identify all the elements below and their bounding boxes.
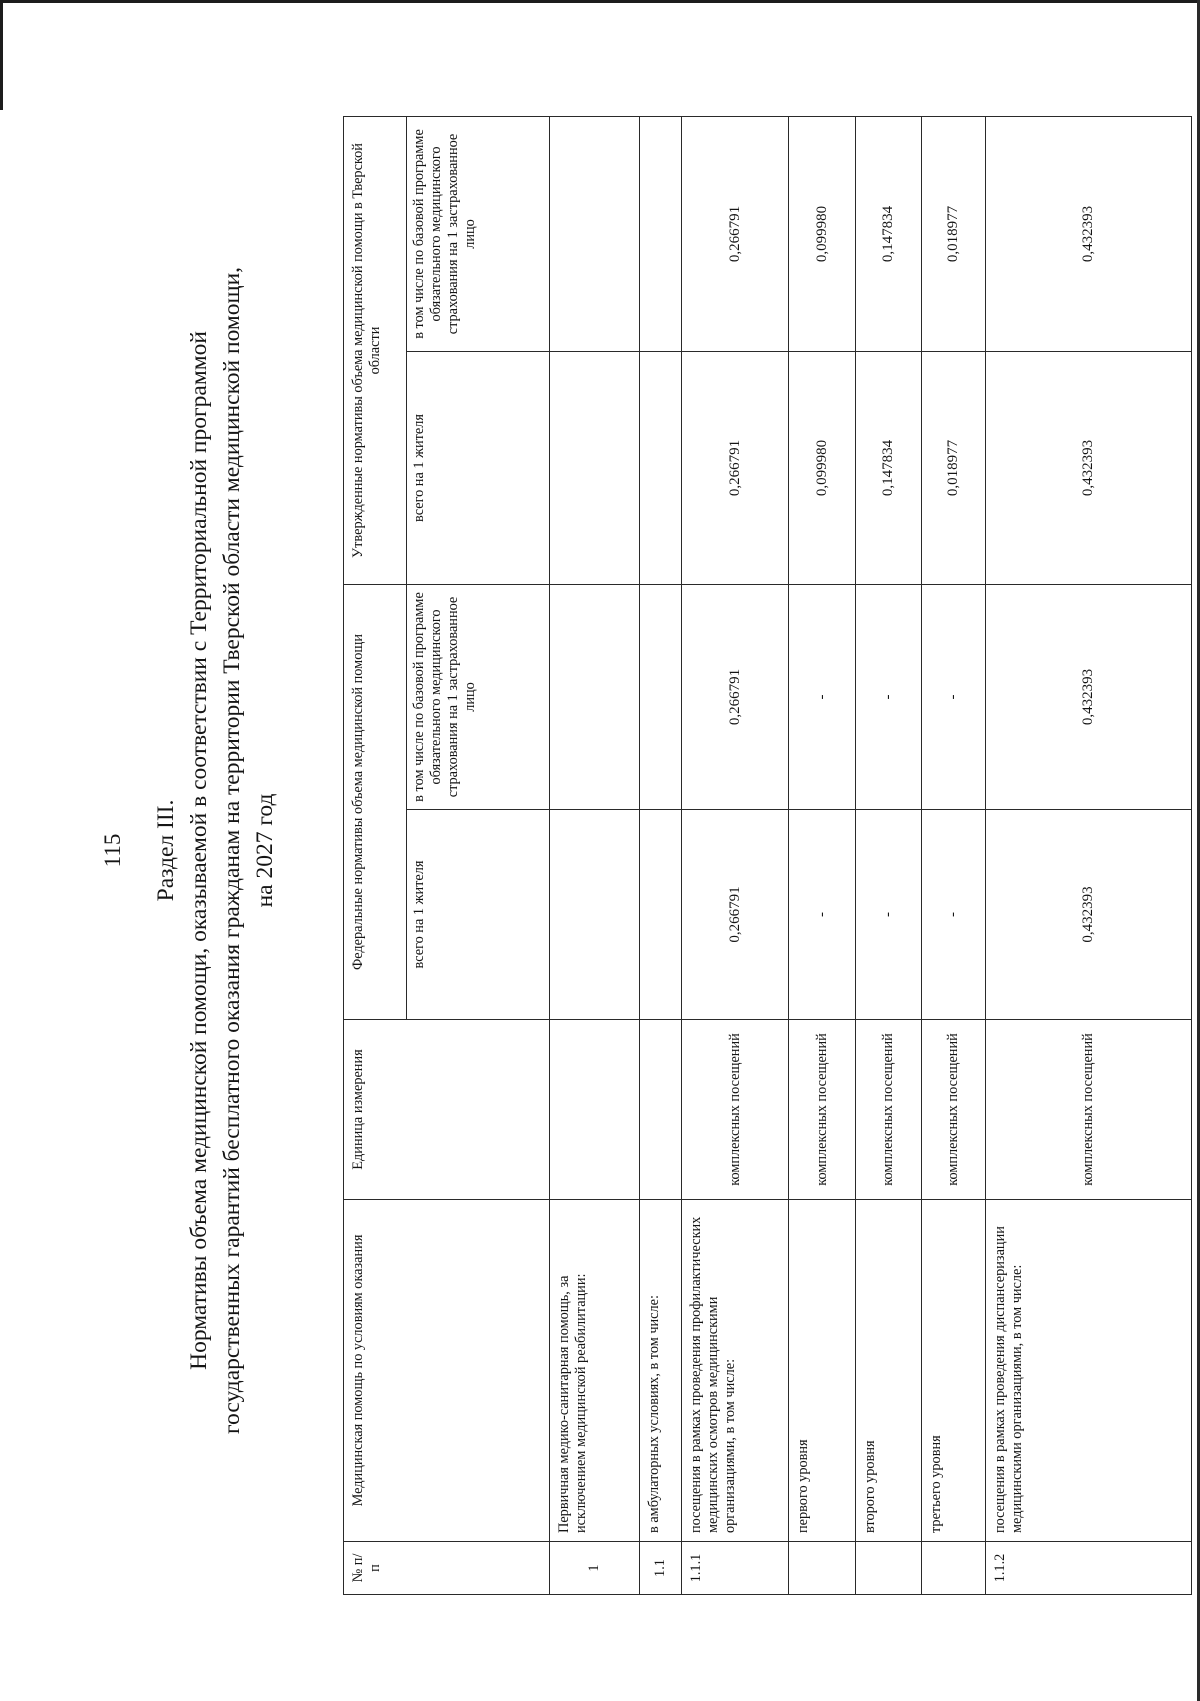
row-unit: комплексных посещений [789, 1020, 856, 1200]
header-num: № п/п [344, 1542, 550, 1595]
row-approved-total: 0,099980 [789, 352, 856, 585]
row-federal-oms: - [856, 585, 922, 810]
row-care-type: первого уровня [789, 1200, 856, 1542]
row-approved-oms: 0,099980 [789, 116, 856, 351]
row-approved-oms: 0,266791 [682, 116, 789, 351]
row-federal-total: - [789, 810, 856, 1020]
page-number: 115 [100, 833, 125, 868]
row-approved-total: 0,266791 [682, 352, 789, 585]
table-row [682, 116, 789, 1594]
row-federal-oms: 0,432393 [986, 585, 1192, 810]
row-num [922, 1542, 986, 1595]
row-approved-oms [640, 116, 682, 351]
row-approved-total: 0,432393 [986, 352, 1192, 585]
row-federal-oms [640, 585, 682, 810]
row-federal-total: - [922, 810, 986, 1020]
row-care-type: посещения в рамках проведения диспансеризации медицинскими организациями, в том числе: [986, 1200, 1192, 1542]
row-care-type: в амбулаторных условиях, в том числе: [640, 1200, 682, 1542]
header-federal-total: всего на 1 жителя [407, 810, 550, 1020]
header-federal-oms: в том числе по базовой программе обязательного медицинского страхования на 1 застрахованное лицо [407, 585, 550, 810]
title-line-3: на 2027 год [252, 793, 278, 908]
row-approved-oms: 0,147834 [856, 116, 922, 351]
row-federal-oms: 0,266791 [682, 585, 789, 810]
row-unit [640, 1020, 682, 1200]
row-unit: комплексных посещений [856, 1020, 922, 1200]
row-care-type: третьего уровня [922, 1200, 986, 1542]
row-approved-total [550, 352, 640, 585]
header-federal: Федеральные нормативы объема медицинской помощи [344, 585, 407, 1020]
row-federal-total [550, 810, 640, 1020]
row-care-type: второго уровня [856, 1200, 922, 1542]
row-federal-total: 0,266791 [682, 810, 789, 1020]
row-unit: комплексных посещений [986, 1020, 1192, 1200]
table-row [789, 116, 856, 1594]
row-approved-oms [550, 116, 640, 351]
row-federal-total: 0,432393 [986, 810, 1192, 1020]
row-federal-oms: - [922, 585, 986, 810]
header-unit: Единица измерения [344, 1020, 550, 1200]
row-unit [550, 1020, 640, 1200]
section-title: Раздел III. [153, 799, 179, 902]
row-num: 1.1 [640, 1542, 682, 1595]
row-unit: комплексных посещений [922, 1020, 986, 1200]
table-row [922, 116, 986, 1594]
page-heading [150, 0, 282, 1701]
header-approved-total: всего на 1 жителя [407, 352, 550, 585]
row-federal-total [640, 810, 682, 1020]
table-row [986, 116, 1192, 1594]
title-line-1: Нормативы объема медицинской помощи, оказываемой в соответствии с Территориальной программой [186, 331, 212, 1370]
row-approved-oms: 0,432393 [986, 116, 1192, 351]
row-federal-oms: - [789, 585, 856, 810]
norms-table [343, 116, 1192, 1595]
row-approved-oms: 0,018977 [922, 116, 986, 351]
row-num: 1.1.1 [682, 1542, 789, 1595]
title-line-2: государственных гарантий бесплатного оказания гражданам на территории Тверской области медицинской помощи, [219, 266, 245, 1435]
row-num [856, 1542, 922, 1595]
row-care-type: посещения в рамках проведения профилактических медицинских осмотров медицинскими организациями, в том числе: [682, 1200, 789, 1542]
row-approved-total [640, 352, 682, 585]
row-care-type: Первичная медико-санитарная помощь, за исключением медицинской реабилитации: [550, 1200, 640, 1542]
row-num [789, 1542, 856, 1595]
row-approved-total: 0,147834 [856, 352, 922, 585]
row-federal-oms [550, 585, 640, 810]
row-approved-total: 0,018977 [922, 352, 986, 585]
header-approved: Утвержденные нормативы объема медицинской помощи в Тверской области [344, 116, 407, 584]
header-approved-oms: в том числе по базовой программе обязательного медицинского страхования на 1 застрахованное лицо [407, 116, 550, 351]
table-row [856, 116, 922, 1594]
row-num: 1.1.2 [986, 1542, 1192, 1595]
row-federal-total: - [856, 810, 922, 1020]
table-row [550, 116, 640, 1594]
row-unit: комплексных посещений [682, 1020, 789, 1200]
table-header-row [344, 116, 407, 1594]
table-row [640, 116, 682, 1594]
row-num: 1 [550, 1542, 640, 1595]
header-care-type: Медицинская помощь по условиям оказания [344, 1200, 550, 1542]
